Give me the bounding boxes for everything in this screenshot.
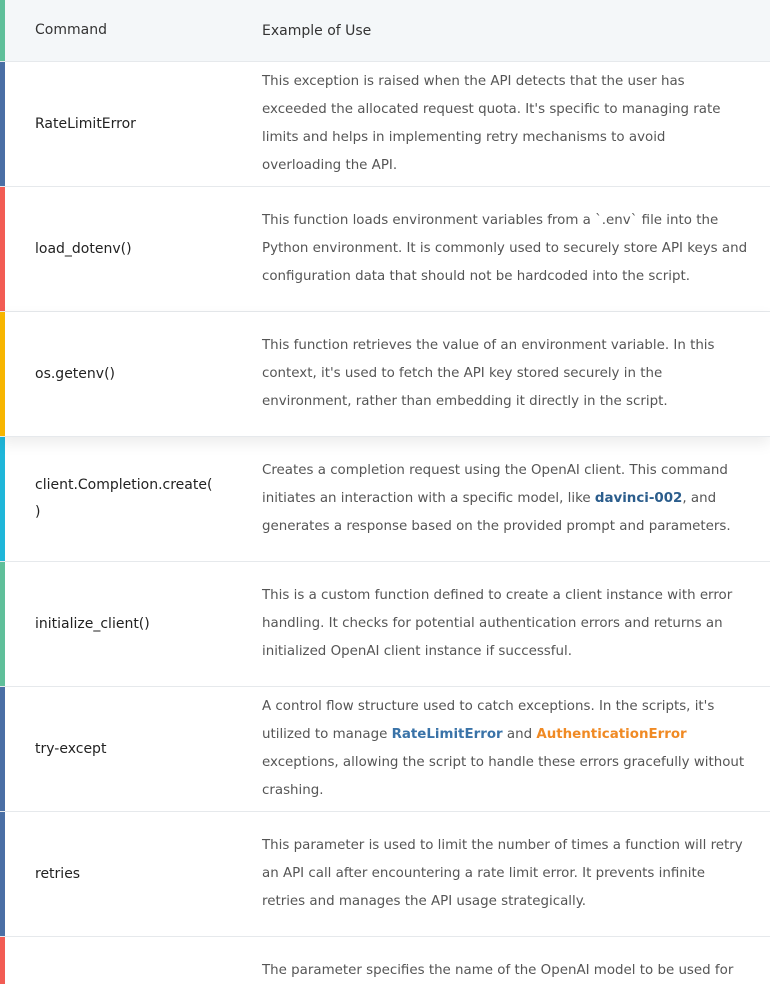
command-cell bbox=[0, 62, 262, 186]
command-name: client.Completion.create( ) bbox=[35, 477, 213, 520]
highlighted-code-term: RateLimitError bbox=[391, 727, 503, 742]
description-text: This parameter is used to limit the number of times a function will retry an API call after encountering a rate limit error. It prevents infinite retries and manages the API usage strategically. bbox=[262, 838, 743, 909]
command-cell bbox=[0, 812, 262, 936]
table-row bbox=[0, 437, 770, 562]
command-name: os.getenv() bbox=[35, 365, 115, 382]
command-name: initialize_client() bbox=[35, 615, 150, 632]
command-cell bbox=[0, 187, 262, 311]
command-name: retries bbox=[35, 865, 81, 882]
example-description bbox=[262, 832, 748, 916]
row-accent-bar bbox=[0, 937, 5, 984]
header-example-of-use: Example of Use bbox=[262, 22, 372, 39]
description-text: and bbox=[502, 727, 537, 742]
description-text: This is a custom function defined to create a client instance with error handling. It checks for potential authentication errors and returns an initialized OpenAI client instance if successful. bbox=[262, 588, 733, 659]
table-row bbox=[0, 687, 770, 812]
header-command: Command bbox=[35, 22, 107, 38]
description-text: The parameter specifies the name of the OpenAI model to be used for bbox=[262, 963, 734, 978]
description-text: This function loads environment variables from a `.env` file into the Python environment. It is commonly used to securely store API keys and configuration data that should not be hardcoded into the script. bbox=[262, 213, 748, 284]
description-text: Creates a completion request using the OpenAI client. This command initiates an interaction with a specific model, like bbox=[262, 463, 728, 506]
example-of-use-cell bbox=[262, 812, 770, 936]
highlighted-code-term: AuthenticationError bbox=[536, 727, 687, 742]
row-accent-bar bbox=[0, 187, 5, 311]
row-accent-bar bbox=[0, 312, 5, 436]
table-header bbox=[0, 0, 770, 62]
command-cell bbox=[0, 437, 262, 561]
example-description bbox=[262, 693, 748, 805]
example-of-use-cell bbox=[262, 937, 770, 984]
description-text: This exception is raised when the API detects that the user has exceeded the allocated request quota. It's specific to managing rate limits and helps in implementing retry mechanisms to avoid overloading the API. bbox=[262, 74, 721, 173]
description-text: A control flow structure used to catch exceptions. In the scripts, it's utilized to manage bbox=[262, 699, 715, 742]
example-of-use-cell bbox=[262, 187, 770, 311]
table-row bbox=[0, 937, 770, 984]
row-accent-bar bbox=[0, 812, 5, 936]
example-description bbox=[262, 68, 748, 180]
example-description bbox=[262, 957, 733, 984]
command-cell bbox=[0, 312, 262, 436]
table-row bbox=[0, 562, 770, 687]
example-of-use-cell bbox=[262, 312, 770, 436]
row-accent-bar bbox=[0, 437, 5, 561]
example-description bbox=[262, 332, 748, 416]
command-name: RateLimitError bbox=[35, 115, 136, 132]
table-body bbox=[0, 62, 770, 984]
table-row bbox=[0, 312, 770, 437]
example-of-use-cell bbox=[262, 437, 770, 561]
table-row bbox=[0, 62, 770, 187]
example-of-use-cell bbox=[262, 62, 770, 186]
example-description bbox=[262, 582, 748, 666]
table-row bbox=[0, 812, 770, 937]
command-name: load_dotenv() bbox=[35, 240, 132, 257]
table-row bbox=[0, 187, 770, 312]
command-cell bbox=[0, 687, 262, 811]
row-accent-bar bbox=[0, 562, 5, 686]
example-description bbox=[262, 207, 748, 291]
highlighted-code-term: davinci-002 bbox=[594, 491, 683, 506]
header-accent-bar bbox=[0, 0, 5, 61]
command-cell bbox=[0, 562, 262, 686]
example-of-use-cell bbox=[262, 687, 770, 811]
example-of-use-cell bbox=[262, 562, 770, 686]
row-accent-bar bbox=[0, 62, 5, 186]
description-text: , and generates a response based on the provided prompt and parameters. bbox=[262, 491, 731, 534]
example-description bbox=[262, 457, 748, 541]
row-accent-bar bbox=[0, 687, 5, 811]
description-text: This function retrieves the value of an environment variable. In this context, it's used to fetch the API key stored securely in the environment, rather than embedding it directly in the script. bbox=[262, 338, 715, 409]
command-name: try-except bbox=[35, 740, 107, 757]
description-text: exceptions, allowing the script to handle these errors gracefully without crashing. bbox=[262, 755, 745, 798]
